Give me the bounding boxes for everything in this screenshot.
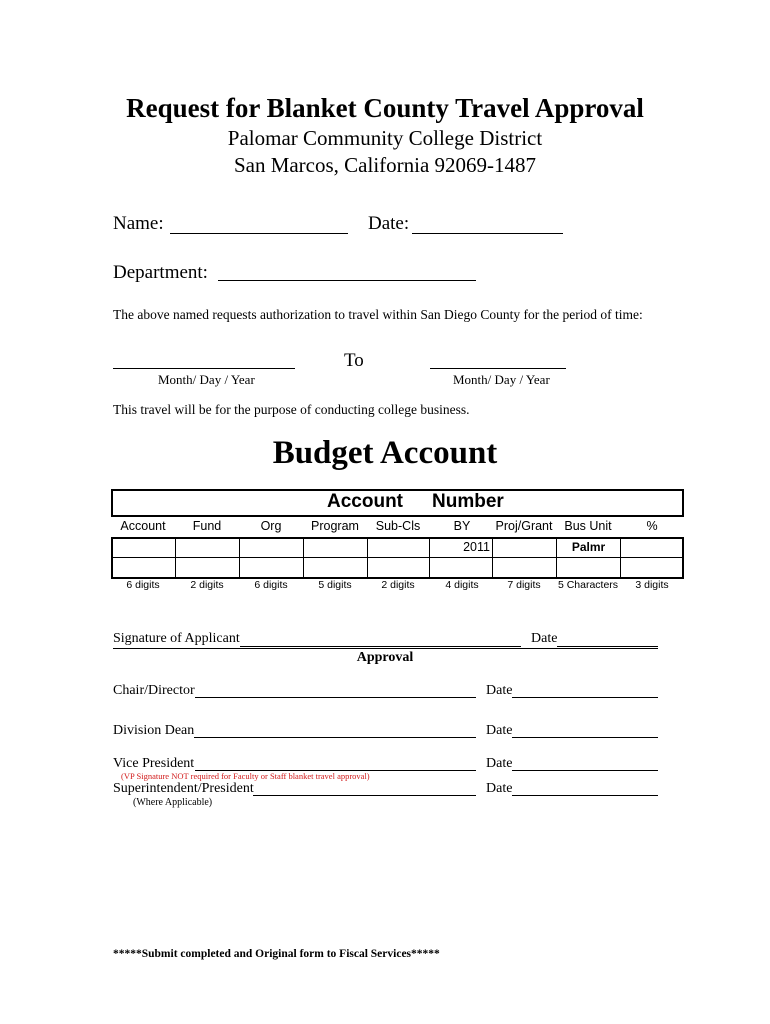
- department-label: Department:: [113, 262, 208, 283]
- date-field[interactable]: [412, 233, 563, 234]
- superintendent-president-date-label: Date: [486, 781, 513, 796]
- subcls-cell[interactable]: [367, 537, 430, 579]
- format-bus-unit: 5 Characters: [557, 579, 619, 591]
- account-cell[interactable]: [111, 537, 176, 579]
- division-dean-label: Division Dean: [113, 723, 195, 738]
- account-number-title-account: Account: [327, 491, 403, 512]
- applicant-signature-label: Signature of Applicant: [113, 631, 240, 646]
- account-number-title-number: Number: [432, 491, 504, 512]
- end-date-caption: Month/ Day / Year: [453, 372, 550, 387]
- col-header-org: Org: [260, 519, 282, 533]
- district-name: Palomar Community College District: [227, 126, 543, 150]
- superintendent-note: (Where Applicable): [133, 797, 213, 808]
- applicant-date-line[interactable]: [557, 646, 658, 647]
- period-start-field[interactable]: [113, 368, 295, 369]
- division-dean-signature-line[interactable]: [194, 737, 476, 738]
- proj-grant-cell[interactable]: [492, 537, 557, 579]
- approval-heading: Approval: [356, 650, 414, 665]
- bus-unit-value: Palmr: [571, 540, 606, 554]
- col-header-account: Account: [120, 519, 166, 533]
- name-field[interactable]: [170, 233, 348, 234]
- applicant-date-label: Date: [531, 631, 558, 646]
- division-dean-date-line[interactable]: [512, 737, 658, 738]
- vice-president-label: Vice President: [113, 756, 195, 771]
- format-org: 6 digits: [254, 579, 288, 591]
- format-proj-grant: 7 digits: [507, 579, 541, 591]
- vice-president-date-line[interactable]: [512, 770, 658, 771]
- col-header-percent: %: [646, 519, 658, 533]
- purpose-statement: This travel will be for the purpose of conducting college business.: [113, 402, 470, 417]
- format-by: 4 digits: [445, 579, 479, 591]
- division-dean-date-label: Date: [486, 723, 513, 738]
- applicant-signature-line[interactable]: [240, 646, 521, 647]
- vp-signature-note: (VP Signature NOT required for Faculty or Staff blanket travel approval): [121, 771, 370, 781]
- format-subcls: 2 digits: [381, 579, 415, 591]
- form-title: Request for Blanket County Travel Approval: [126, 93, 644, 123]
- col-header-by: BY: [453, 519, 471, 533]
- submission-instruction: *****Submit completed and Original form to Fiscal Services*****: [113, 948, 440, 960]
- col-header-fund: Fund: [192, 519, 222, 533]
- format-fund: 2 digits: [190, 579, 224, 591]
- bus-unit-cell[interactable]: [556, 537, 621, 579]
- by-cell[interactable]: [429, 537, 493, 579]
- applicant-divider: [113, 648, 658, 649]
- chair-director-label: Chair/Director: [113, 683, 195, 698]
- format-account: 6 digits: [126, 579, 160, 591]
- col-header-program: Program: [311, 519, 359, 533]
- start-date-caption: Month/ Day / Year: [158, 372, 255, 387]
- authorization-statement: The above named requests authorization to travel within San Diego County for the period of time:: [113, 307, 643, 322]
- fund-cell[interactable]: [175, 537, 240, 579]
- format-percent: 3 digits: [635, 579, 669, 591]
- by-value: 2011: [463, 540, 490, 554]
- date-label: Date:: [368, 213, 410, 234]
- chair-director-date-label: Date: [486, 683, 513, 698]
- percent-cell[interactable]: [620, 537, 684, 579]
- chair-director-date-line[interactable]: [512, 697, 658, 698]
- to-label: To: [344, 350, 364, 371]
- col-header-proj-grant: Proj/Grant: [495, 519, 553, 533]
- name-label: Name:: [113, 213, 164, 234]
- col-header-subcls: Sub-Cls: [375, 519, 421, 533]
- superintendent-president-label: Superintendent/President: [113, 781, 254, 796]
- vice-president-date-label: Date: [486, 756, 513, 771]
- program-cell[interactable]: [303, 537, 368, 579]
- superintendent-president-date-line[interactable]: [512, 795, 658, 796]
- superintendent-president-signature-line[interactable]: [253, 795, 476, 796]
- district-address: San Marcos, California 92069-1487: [233, 153, 537, 177]
- budget-account-heading: Budget Account: [272, 435, 498, 471]
- format-program: 5 digits: [318, 579, 352, 591]
- period-end-field[interactable]: [430, 368, 566, 369]
- col-header-bus-unit: Bus Unit: [564, 519, 612, 533]
- org-cell[interactable]: [239, 537, 304, 579]
- chair-director-signature-line[interactable]: [195, 697, 476, 698]
- department-field[interactable]: [218, 280, 476, 281]
